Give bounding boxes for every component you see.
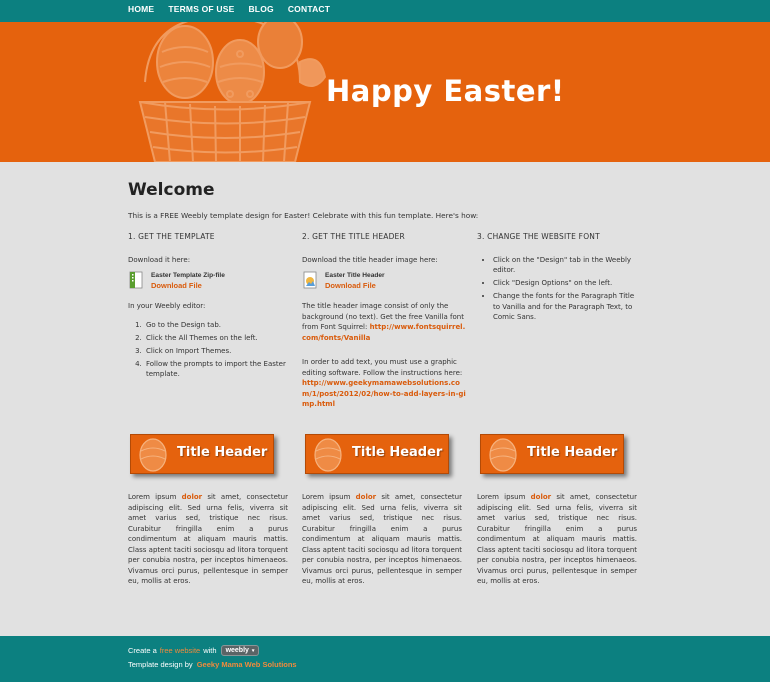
lorem-highlight: dolor [355,493,377,501]
lorem-text: sit amet, consectetur adipiscing elit. Sed urna felis, viverra sit amet varius sed, tristique nec risus. Curabitur fringilla enim a purus condimentum at aliquam mauris mattis. Class aptent taciti sociosqu ad litora torquent per conubia nostra, per inceptos himenaeos. Vivamus orci purus, pellentesque in semper eu, mollis at eros. [128,493,288,585]
lorem-text: sit amet, consectetur adipiscing elit. Sed urna felis, viverra sit amet varius sed, tristique nec risus. Curabitur fringilla enim a purus condimentum at aliquam mauris mattis. Class aptent taciti sociosqu ad litora torquent per conubia nostra, per inceptos himenaeos. Vivamus orci purus, pellentesque in semper eu, mollis at eros. [302,493,462,585]
nav-blog[interactable]: BLOG [248,4,274,14]
free-website-link[interactable]: free website [159,646,201,655]
nav-contact[interactable]: CONTACT [287,4,331,14]
list-item: 1. Go to the Design tab. [144,320,293,331]
editor-text: In your Weebly editor: [128,302,206,310]
easter-egg-icon [133,437,175,473]
image-file-icon [302,271,318,289]
gimp-tutorial-link[interactable]: http://www.geekymamawebsolutions.com/1/post/2012/02/how-to-add-layers-in-gimp.html [302,379,466,408]
download-text: Download the title header image here: [302,255,438,264]
weebly-label: weebly [225,647,249,654]
column-heading: 2. GET THE TITLE HEADER [302,232,405,241]
intro-text: This is a FREE Weebly template design for Easter! Celebrate with this fun template. Here's how: [128,211,479,220]
column-heading: 1. GET THE TEMPLATE [128,232,215,241]
title-header-info [302,301,467,343]
lorem-highlight: dolor [181,493,203,501]
footer-create-line [128,645,259,656]
file-download [302,271,467,291]
page-title: Welcome [128,180,215,200]
list-item: 2. Click the All Themes on the left. [144,333,293,344]
footer-credit-line [128,660,297,669]
footer-text: with [203,646,217,655]
banner-title: Happy Easter! [326,74,565,108]
list-item: 4. Follow the prompts to import the Easter template. [144,359,293,380]
lorem-text: Lorem ipsum [477,493,531,501]
top-nav [0,0,770,22]
weebly-badge[interactable] [221,645,260,656]
lorem-text: Lorem ipsum [302,493,356,501]
footer-text: Create a [128,646,157,655]
chevron-down-icon: ▾ [251,647,255,654]
title-header-image [305,434,449,474]
title-header-label: Title Header [352,445,443,460]
fontsquirrel-link[interactable]: http://www.fontsquirrel.com/fonts/Vanilla [302,323,466,342]
download-file-link[interactable]: Download File [325,281,376,290]
file-download [128,271,293,291]
file-name: Easter Template Zip-file [151,272,225,279]
list-item: • Change the fonts for the Paragraph Title to Vanilla and for the Paragraph Text, to Comic Sans. [493,291,642,323]
easter-egg-icon [308,437,350,473]
nav-terms-of-use[interactable]: TERMS OF USE [168,4,235,14]
title-header-label: Title Header [527,445,618,460]
info-text: The title header image consist of only the background (no text). Get the free Vanilla font from Font Squirrel: [302,302,464,331]
footer-text: Template design by [128,660,193,669]
lorem-paragraph [128,492,288,587]
lorem-highlight: dolor [530,493,552,501]
column-heading: 3. CHANGE THE WEBSITE FONT [477,232,600,241]
font-steps-list [493,255,642,323]
graphic-software-info [302,357,467,410]
header-banner [0,22,770,162]
easter-egg-icon [483,437,525,473]
list-item: • Click "Design Options" on the left. [493,278,642,289]
lorem-paragraph [477,492,637,587]
download-text: Download it here: [128,255,191,264]
zip-file-icon [128,271,144,289]
lorem-text: Lorem ipsum [128,493,182,501]
column-get-template [128,232,293,382]
footer [0,636,770,682]
download-file-link[interactable]: Download File [151,281,202,290]
designer-link[interactable]: Geeky Mama Web Solutions [196,660,297,669]
column-get-title-header [302,232,467,418]
lorem-paragraph [302,492,462,587]
title-header-image [480,434,624,474]
title-header-image [130,434,274,474]
list-item: 3. Click on Import Themes. [144,346,293,357]
column-change-font [477,232,642,325]
nav-home[interactable]: HOME [128,4,155,14]
title-header-label: Title Header [177,445,268,460]
file-name: Easter Title Header [325,272,385,279]
list-item: • Click on the "Design" tab in the Weebly editor. [493,255,642,276]
info-text: In order to add text, you must use a graphic editing software. Follow the instructions here: [302,358,463,377]
lorem-text: sit amet, consectetur adipiscing elit. Sed urna felis, viverra sit amet varius sed, tristique nec risus. Curabitur fringilla enim a purus condimentum at aliquam mauris mattis. Class aptent taciti sociosqu ad litora torquent per conubia nostra, per inceptos himenaeos. Vivamus orci purus, pellentesque in semper eu, mollis at eros. [477,493,637,585]
steps-list [144,320,293,380]
easter-basket-illustration [0,22,330,162]
